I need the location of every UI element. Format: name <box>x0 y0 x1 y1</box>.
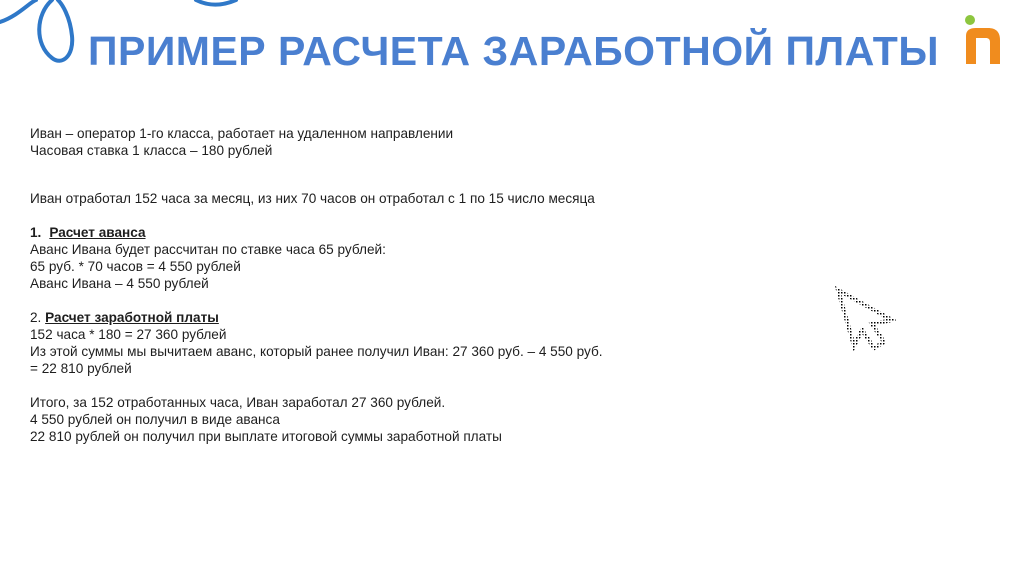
content-body <box>30 125 790 445</box>
section-1-line: Аванс Ивана будет рассчитан по ставке часа 65 рублей: <box>30 242 386 257</box>
summary-line: Итого, за 152 отработанных часа, Иван заработал 27 360 рублей. <box>30 395 446 410</box>
page-title: ПРИМЕР РАСЧЕТА ЗАРАБОТНОЙ ПЛАТЫ <box>88 28 939 74</box>
section-heading-text: Расчет заработной платы <box>45 310 219 325</box>
section-number: 1. <box>30 225 42 240</box>
section-1-line: 65 руб. * 70 часов = 4 550 рублей <box>30 259 241 274</box>
intro-line: Иван – оператор 1-го класса, работает на удаленном направлении <box>30 126 454 141</box>
section-1-heading <box>30 224 790 241</box>
summary-line: 22 810 рублей он получил при выплате итоговой суммы заработной платы <box>30 429 502 444</box>
worked-hours-line: Иван отработал 152 часа за месяц, из них 70 часов он отработал с 1 по 15 число месяца <box>30 191 595 206</box>
section-2-line: Из этой суммы мы вычитаем аванс, который ранее получил Иван: 27 360 руб. – 4 550 руб. <box>30 344 603 359</box>
section-number: 2. <box>30 310 42 325</box>
mouse-pointer-icon <box>832 286 896 352</box>
section-1-line: Аванс Ивана – 4 550 рублей <box>30 276 209 291</box>
brand-logo-icon <box>960 14 1004 66</box>
summary-line: 4 550 рублей он получил в виде аванса <box>30 412 280 427</box>
section-2-line: 152 часа * 180 = 27 360 рублей <box>30 327 227 342</box>
section-heading-text: Расчет аванса <box>49 225 146 240</box>
intro-line: Часовая ставка 1 класса – 180 рублей <box>30 143 273 158</box>
section-2-heading <box>30 309 790 326</box>
section-2-line: = 22 810 рублей <box>30 361 132 376</box>
